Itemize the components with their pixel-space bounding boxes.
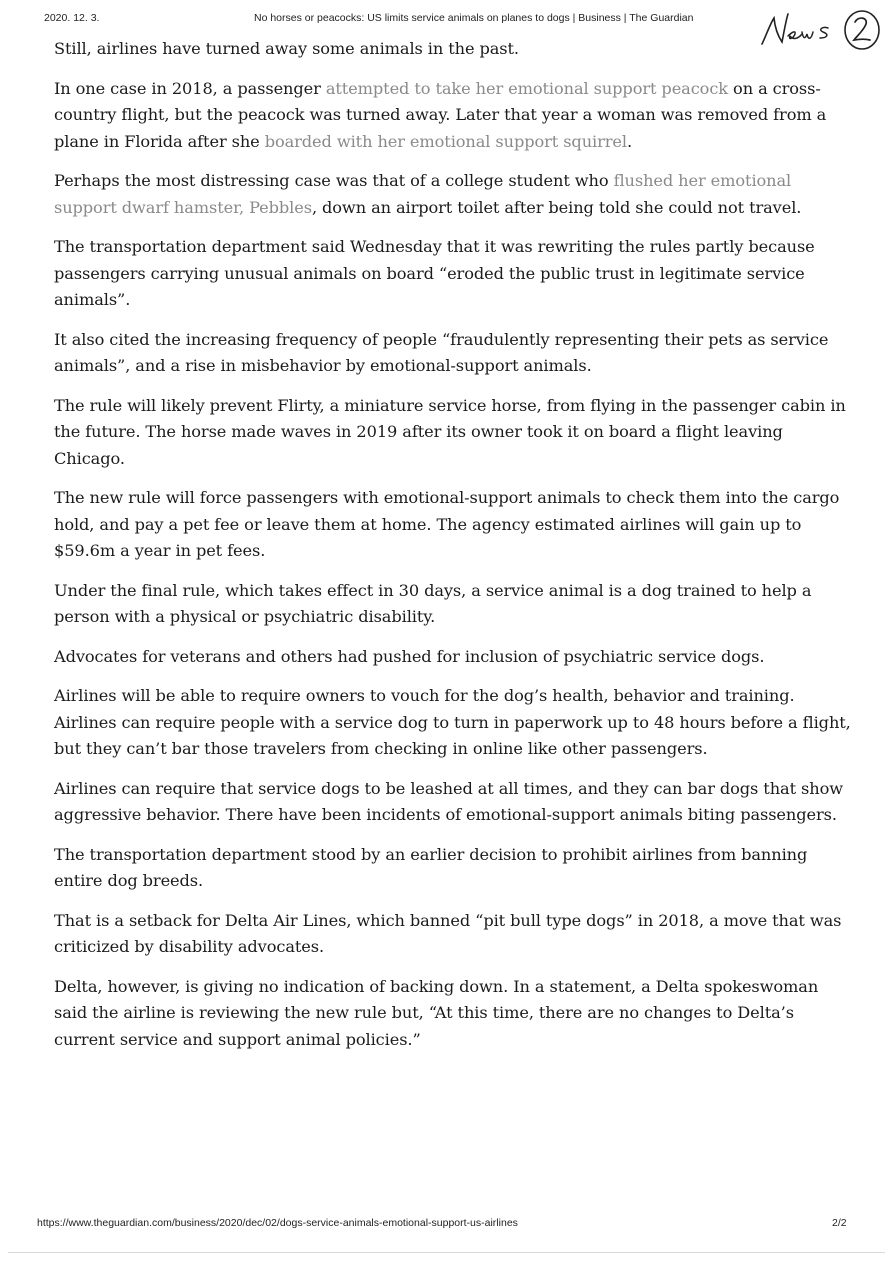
paragraph-5: It also cited the increasing frequency of people “fraudulently representing their pets as service animals”, and a rise in misbehavior by emotional-support animals. [54,329,829,375]
paragraph-2 [54,76,854,156]
paragraph-10: Airlines will be able to require owners to vouch for the dog’s health, behavior and training. Airlines can require people with a service dog to turn in paperwork up to 48 hours before a flight, but they can’t bar those travelers from checking in online like other passengers. [54,686,851,758]
paragraph-6: The rule will likely prevent Flirty, a miniature service horse, from flying in the passenger cabin in the future. The horse made waves in 2019 after its owner took it on board a flight leaving Chicago. [54,395,846,468]
paragraph-3-text-b: , down an airport toilet after being told she could not travel. [311,197,802,217]
paragraph-3 [54,168,854,221]
paragraph-3-text-a: Perhaps the most distressing case was that of a college student who [54,171,614,190]
paragraph-1: Still, airlines have turned away some animals in the past. [54,39,519,58]
paragraph-14: Delta, however, is giving no indication of backing down. In a statement, a Delta spokeswoman said the airline is reviewing the new rule but, “At this time, there are no changes to Delta’s current service and support animal policies.” [54,976,819,1049]
paragraph-12: The transportation department stood by an earlier decision to prohibit airlines from banning entire dog breeds. [54,844,808,890]
paragraph-11: Airlines can require that service dogs to be leashed at all times, and they can bar dogs that show aggressive behavior. There have been incidents of emotional-support animals biting passengers. [54,778,843,824]
paragraph-2-text-c: . [626,131,632,151]
page-edge-divider [8,1252,885,1253]
paragraph-13: That is a setback for Delta Air Lines, which banned “pit bull type dogs” in 2018, a move that was criticized by disability advocates. [54,910,842,956]
page-number: 2/2 [832,1217,847,1229]
article-body [54,36,854,1066]
peacock-link[interactable]: attempted to take her emotional support peacock [325,78,729,98]
paragraph-7: The new rule will force passengers with emotional-support animals to check them into the cargo hold, and pay a pet fee or leave them at home. The agency estimated airlines will gain up to $59.6m a year in pet fees. [54,488,840,560]
print-url: https://www.theguardian.com/business/2020/dec/02/dogs-service-animals-emotional-support-us-airlines [37,1217,518,1229]
hamster-link[interactable]: flushed her emotional support dwarf hamster, Pebbles [54,171,792,217]
squirrel-link[interactable]: boarded with her emotional support squirrel [264,131,627,151]
paragraph-9: Advocates for veterans and others had pushed for inclusion of psychiatric service dogs. [54,646,765,666]
print-page-title: No horses or peacocks: US limits service animals on planes to dogs | Business | The Guardian [254,12,694,24]
paragraph-8: Under the final rule, which takes effect in 30 days, a service animal is a dog trained to help a person with a physical or psychiatric disability. [54,580,812,626]
print-date: 2020. 12. 3. [44,12,100,24]
paragraph-2-text-b: on a cross-country flight, but the peacock was turned away. Later that year a woman was removed from a plane in Florida after she [54,78,827,151]
paragraph-2-text-a: In one case in 2018, a passenger [54,78,326,98]
paragraph-4: The transportation department said Wednesday that it was rewriting the rules partly because passengers carrying unusual animals on board “eroded the public trust in legitimate service animals”. [54,237,815,309]
